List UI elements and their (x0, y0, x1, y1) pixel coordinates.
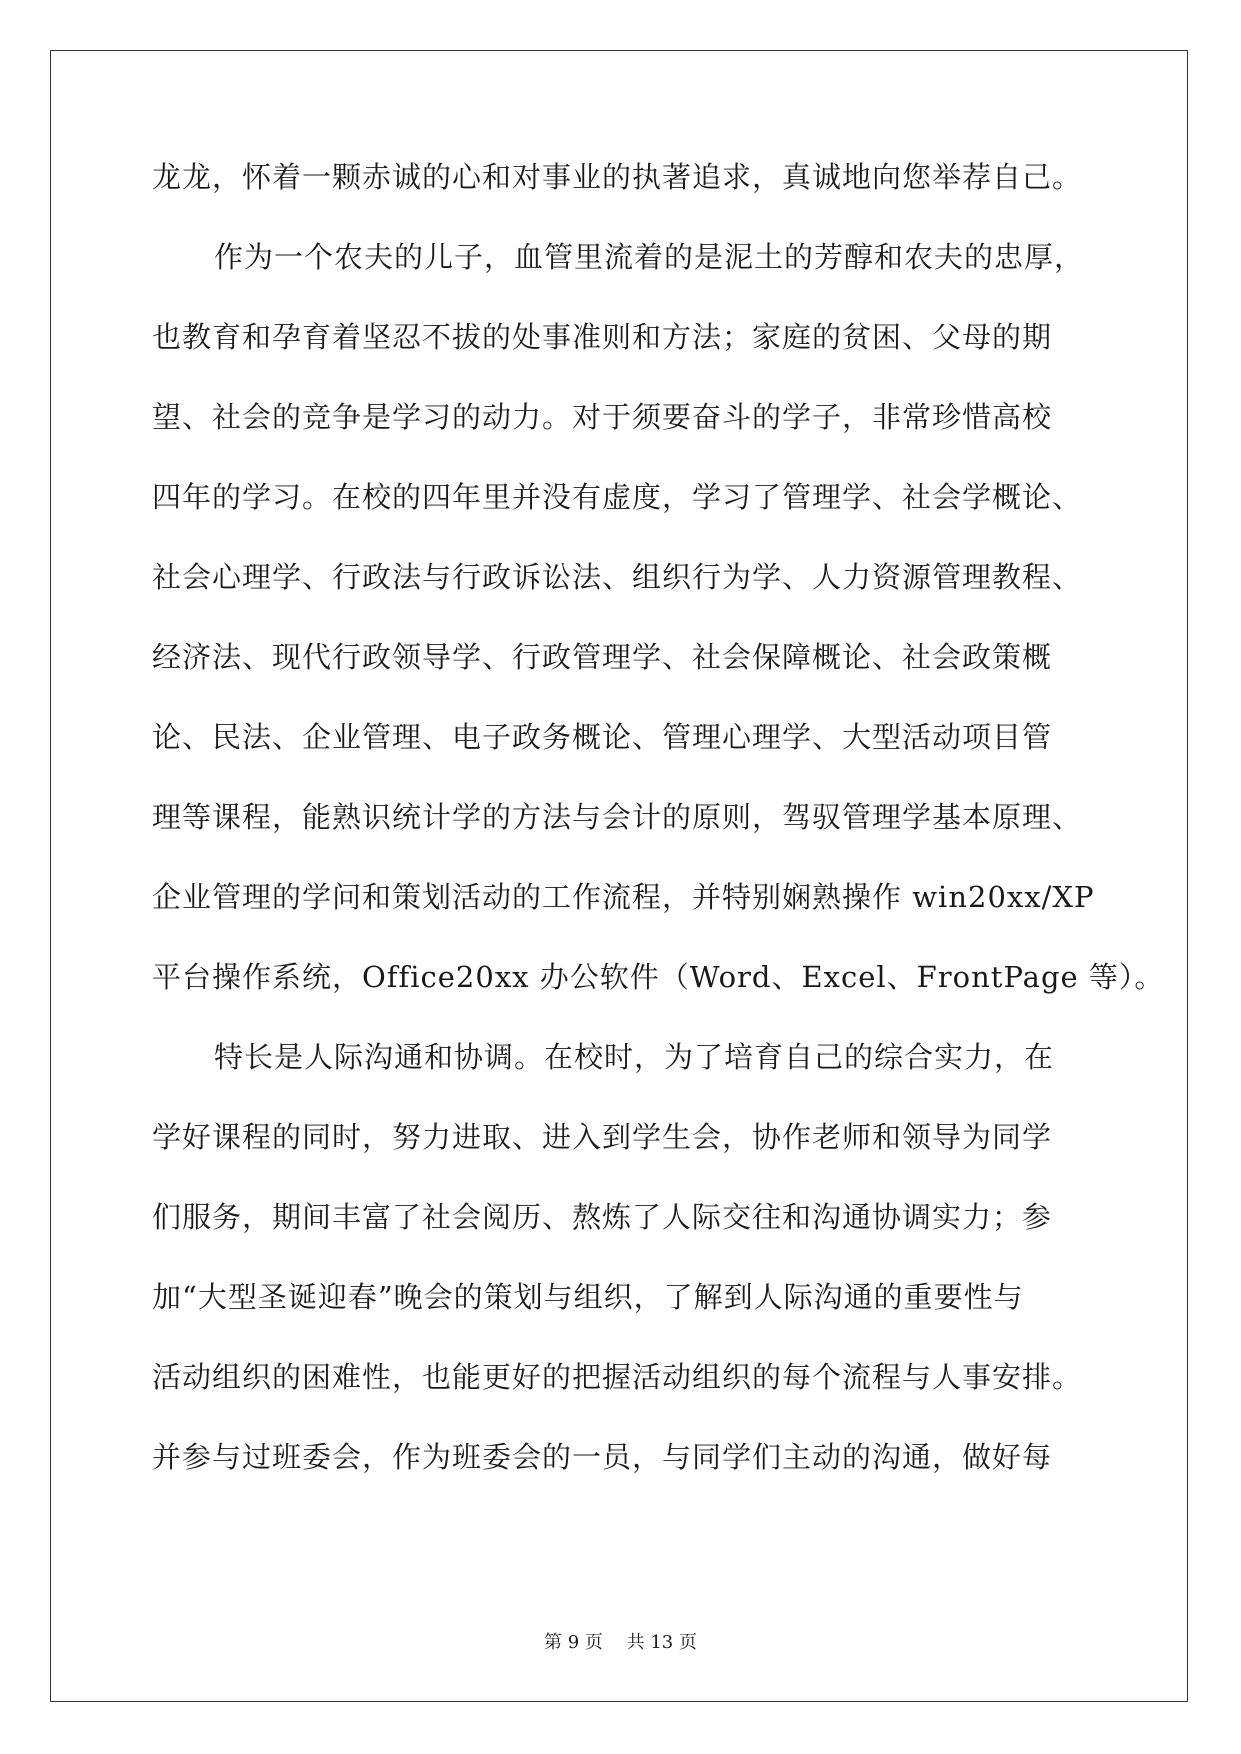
text-line: 们服务，期间丰富了社会阅历、熬炼了人际交往和沟通协调实力；参 (152, 1200, 1053, 1234)
text-line: 望、社会的竞争是学习的动力。对于须要奋斗的学子，非常珍惜高校 (152, 400, 1053, 434)
text-line: 龙龙，怀着一颗赤诚的心和对事业的执著追求，真诚地向您举荐自己。 (152, 160, 1083, 194)
text-line: 并参与过班委会，作为班委会的一员，与同学们主动的沟通，做好每 (152, 1440, 1053, 1474)
text-line: 也教育和孕育着坚忍不拔的处事准则和方法；家庭的贫困、父母的期 (152, 320, 1053, 354)
page-number-footer: 第 9 页 共 13 页 (544, 1632, 697, 1653)
text-line: 理等课程，能熟识统计学的方法与会计的原则，驾驭管理学基本原理、 (152, 800, 1083, 834)
text-line: 学好课程的同时，努力进取、进入到学生会，协作老师和领导为同学 (152, 1120, 1053, 1154)
document-body (152, 160, 1165, 1523)
text-line: 社会心理学、行政法与行政诉讼法、组织行为学、人力资源管理教程、 (152, 560, 1083, 594)
text-line: 平台操作系统，Office20xx 办公软件（Word、Excel、FrontPage 等）。 (152, 960, 1165, 994)
text-line: 论、民法、企业管理、电子政务概论、管理心理学、大型活动项目管 (152, 720, 1053, 754)
text-line: 活动组织的困难性，也能更好的把握活动组织的每个流程与人事安排。 (152, 1360, 1083, 1394)
text-line: 加“大型圣诞迎春”晚会的策划与组织，了解到人际沟通的重要性与 (152, 1280, 1024, 1314)
text-line: 特长是人际沟通和协调。在校时，为了培育自己的综合实力，在 (214, 1040, 1055, 1074)
text-line: 企业管理的学问和策划活动的工作流程，并特别娴熟操作 win20xx/XP (152, 880, 1095, 914)
text-line: 作为一个农夫的儿子，血管里流着的是泥土的芳醇和农夫的忠厚， (214, 240, 1085, 274)
text-line: 四年的学习。在校的四年里并没有虚度，学习了管理学、社会学概论、 (152, 480, 1083, 514)
text-line: 经济法、现代行政领导学、行政管理学、社会保障概论、社会政策概 (152, 640, 1053, 674)
